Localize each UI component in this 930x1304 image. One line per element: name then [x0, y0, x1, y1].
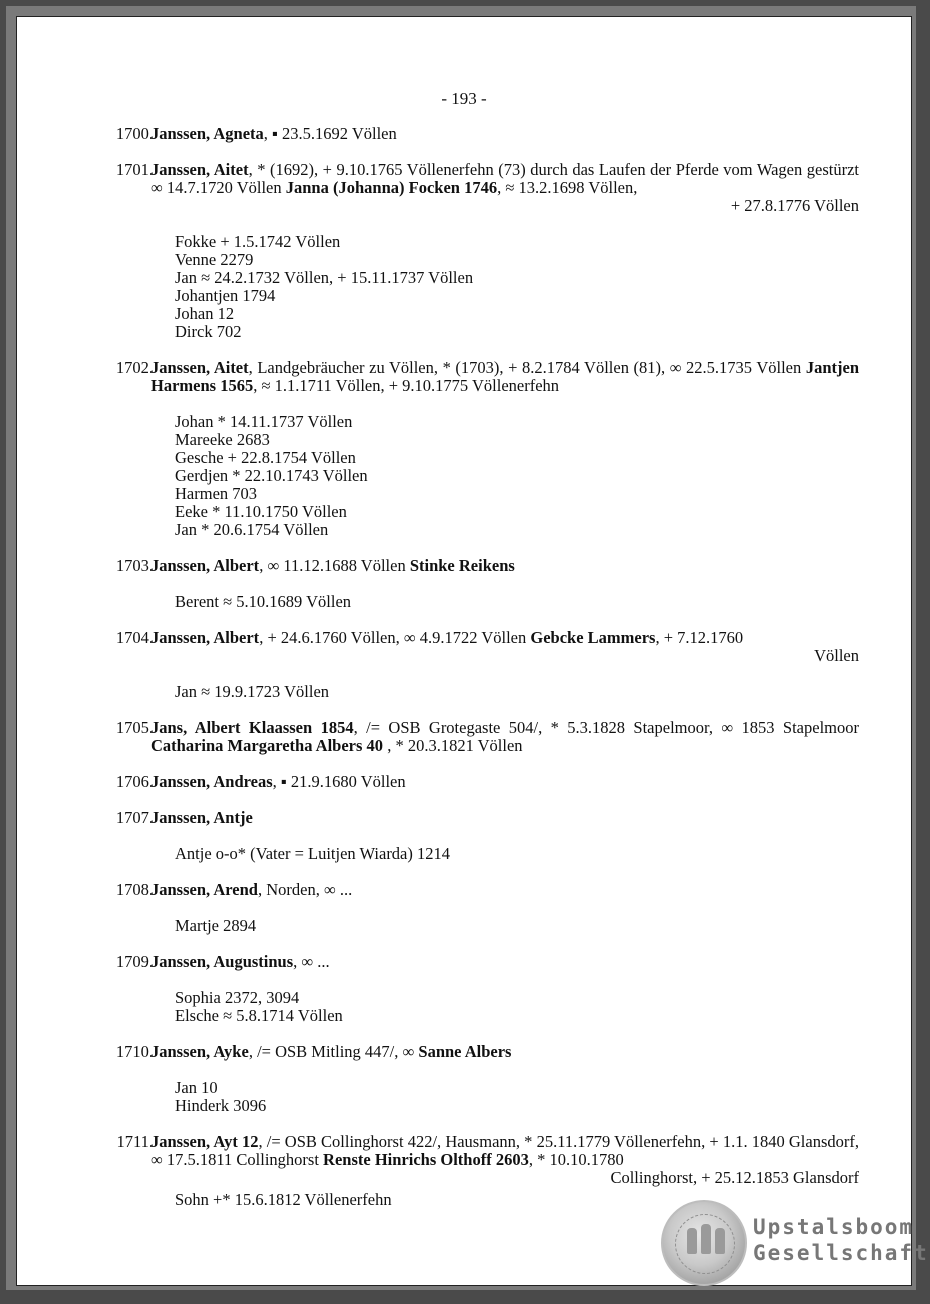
- genealogy-entry: [17, 1043, 911, 1115]
- child-item: Jan 10: [175, 1078, 218, 1097]
- child-item: Elsche ≈ 5.8.1714 Völlen: [175, 1006, 343, 1025]
- entry-number: 1707.: [115, 808, 153, 827]
- entry-text: Jans, Albert Klaassen 1854, /= OSB Grotegaste 504/, * 5.3.1828 Stapelmoor, ∞ 1853 Stapelmoor Catharina Margaretha Albers 40 , * 20.3.1821 Völlen: [151, 718, 859, 755]
- entry-text: Janssen, Albert, ∞ 11.12.1688 Völlen Stinke Reikens: [151, 556, 515, 575]
- child-item: Sohn +* 15.6.1812 Völlenerfehn: [175, 1190, 392, 1209]
- genealogy-entry: [17, 719, 911, 755]
- entry-text: Janssen, Albert, + 24.6.1760 Völlen, ∞ 4.9.1722 Völlen Gebcke Lammers, + 7.12.1760: [151, 628, 744, 647]
- children-list: [175, 593, 911, 611]
- genealogy-entry: [17, 881, 911, 935]
- child-item: Jan ≈ 19.9.1723 Völlen: [175, 682, 330, 701]
- entry-text: Janssen, Augustinus, ∞ ...: [151, 952, 330, 971]
- children-list: [175, 1079, 911, 1115]
- entry-number: 1704.: [115, 628, 153, 647]
- child-item: Gerdjen * 22.10.1743 Völlen: [175, 466, 368, 485]
- children-list: [175, 683, 911, 701]
- child-item: Hinderk 3096: [175, 1096, 267, 1115]
- entry-number: 1706.: [115, 772, 153, 791]
- genealogy-entry: [17, 161, 911, 341]
- children-list: [175, 413, 911, 539]
- child-item: Mareeke 2683: [175, 430, 270, 449]
- page-number: - 193 -: [441, 89, 487, 108]
- genealogy-entry: [17, 1133, 911, 1209]
- entry-text: Janssen, Andreas, ▪ 21.9.1680 Völlen: [151, 772, 406, 791]
- child-item: Gesche + 22.8.1754 Völlen: [175, 448, 356, 467]
- child-item: Jan ≈ 24.2.1732 Völlen, + 15.11.1737 Völlen: [175, 268, 474, 287]
- genealogy-entry: [17, 629, 911, 701]
- child-item: Jan * 20.6.1754 Völlen: [175, 520, 329, 539]
- entry-list: [17, 125, 911, 1227]
- child-item: Sophia 2372, 3094: [175, 988, 300, 1007]
- child-item: Venne 2279: [175, 250, 254, 269]
- genealogy-entry: [17, 953, 911, 1025]
- child-item: Eeke * 11.10.1750 Völlen: [175, 502, 347, 521]
- children-list: [175, 1191, 911, 1209]
- genealogy-entry: [17, 125, 911, 143]
- child-item: Johan 12: [175, 304, 235, 323]
- entry-text: Janssen, Agneta, ▪ 23.5.1692 Völlen: [151, 124, 397, 143]
- document-page: [16, 16, 929, 1286]
- genealogy-entry: [17, 809, 911, 863]
- genealogy-entry: [17, 557, 911, 611]
- entry-number: 1705.: [115, 718, 153, 737]
- entry-text: Janssen, Ayke, /= OSB Mitling 447/, ∞ Sanne Albers: [151, 1042, 512, 1061]
- children-list: [175, 233, 911, 341]
- child-item: Martje 2894: [175, 916, 257, 935]
- entry-number: 1710.: [115, 1042, 153, 1061]
- child-item: Harmen 703: [175, 484, 258, 503]
- entry-text-continued: Völlen: [814, 646, 859, 665]
- entry-text-continued: + 27.8.1776 Völlen: [730, 196, 859, 215]
- entry-text: Janssen, Antje: [151, 808, 253, 827]
- entry-number: 1709.: [115, 952, 153, 971]
- entry-number: 1701.: [115, 160, 153, 179]
- entry-number: 1702.: [115, 358, 153, 377]
- entry-number: 1700.: [115, 124, 153, 143]
- entry-text: Janssen, Ayt 12, /= OSB Collinghorst 422/, Hausmann, * 25.11.1779 Völlenerfehn, + 1.1. 1840 Glansdorf, ∞ 17.5.1811 Collinghorst Renste Hinrichs Olthoff 2603, * 10.10.1780: [151, 1132, 860, 1169]
- child-item: Antje o-o* (Vater = Luitjen Wiarda) 1214: [175, 844, 451, 863]
- entry-text: Janssen, Aitet, Landgebräucher zu Völlen, * (1703), + 8.2.1784 Völlen (81), ∞ 22.5.1735 Völlen Jantjen Harmens 1565, ≈ 1.1.1711 Völlen, + 9.10.1775 Völlenerfehn: [151, 358, 860, 395]
- child-item: Dirck 702: [175, 322, 242, 341]
- children-list: [175, 989, 911, 1025]
- genealogy-entry: [17, 359, 911, 539]
- brand-line-2: Gesellschaft: [753, 1241, 929, 1265]
- children-list: [175, 845, 911, 863]
- brand-line-1: Upstalsboom: [753, 1215, 915, 1239]
- entry-number: 1708.: [115, 880, 153, 899]
- child-item: Berent ≈ 5.10.1689 Völlen: [175, 592, 352, 611]
- child-item: Johan * 14.11.1737 Völlen: [175, 412, 353, 431]
- genealogy-entry: [17, 773, 911, 791]
- society-seal-icon: [661, 1200, 747, 1286]
- children-list: [175, 917, 911, 935]
- entry-text: Janssen, Arend, Norden, ∞ ...: [151, 880, 353, 899]
- entry-text: Janssen, Aitet, * (1692), + 9.10.1765 Völlenerfehn (73) durch das Laufen der Pferde vom Wagen gestürzt ∞ 14.7.1720 Völlen Janna (Johanna) Focken 1746, ≈ 13.2.1698 Völlen,: [151, 160, 859, 197]
- child-item: Fokke + 1.5.1742 Völlen: [175, 232, 341, 251]
- entry-text-continued: Collinghorst, + 25.12.1853 Glansdorf: [610, 1168, 859, 1187]
- entry-number: 1711.: [116, 1132, 153, 1151]
- entry-number: 1703.: [115, 556, 153, 575]
- child-item: Johantjen 1794: [175, 286, 276, 305]
